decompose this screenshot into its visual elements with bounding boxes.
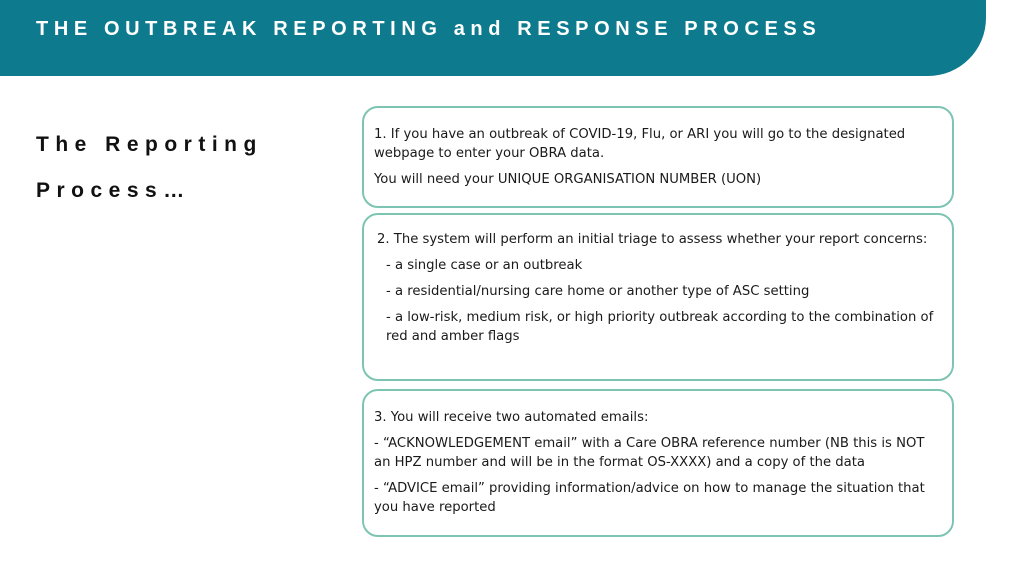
section-heading-line-2: Process… — [36, 179, 191, 202]
header-bar — [0, 0, 986, 76]
section-heading-line-1: The Reporting — [36, 133, 263, 156]
step-1-box — [362, 106, 954, 208]
step-3-advice-email: - “ADVICE email” providing information/advice on how to manage the situation that you have reported — [374, 481, 925, 515]
step-2-bullet-case: - a single case or an outbreak — [386, 258, 583, 273]
section-heading — [36, 122, 263, 214]
step-2-bullet-setting: - a residential/nursing care home or another type of ASC setting — [386, 284, 810, 299]
step-3-box — [362, 389, 954, 537]
step-2-intro: 2. The system will perform an initial triage to assess whether your report concerns: — [377, 232, 928, 247]
step-2-bullet-risk: - a low-risk, medium risk, or high priority outbreak according to the combination of red and amber flags — [386, 310, 934, 344]
step-3-intro: 3. You will receive two automated emails: — [374, 410, 649, 425]
step-1-uon-note: You will need your UNIQUE ORGANISATION NUMBER (UON) — [374, 172, 762, 187]
step-2-box — [362, 213, 954, 381]
page-title: THE OUTBREAK REPORTING and RESPONSE PROCESS — [36, 18, 822, 40]
step-1-text: 1. If you have an outbreak of COVID-19, Flu, or ARI you will go to the designated webpage to enter your OBRA data. — [374, 127, 906, 161]
step-3-acknowledgement-email: - “ACKNOWLEDGEMENT email” with a Care OBRA reference number (NB this is NOT an HPZ number and will be in the format OS-XXXX) and a copy of the data — [374, 436, 925, 470]
